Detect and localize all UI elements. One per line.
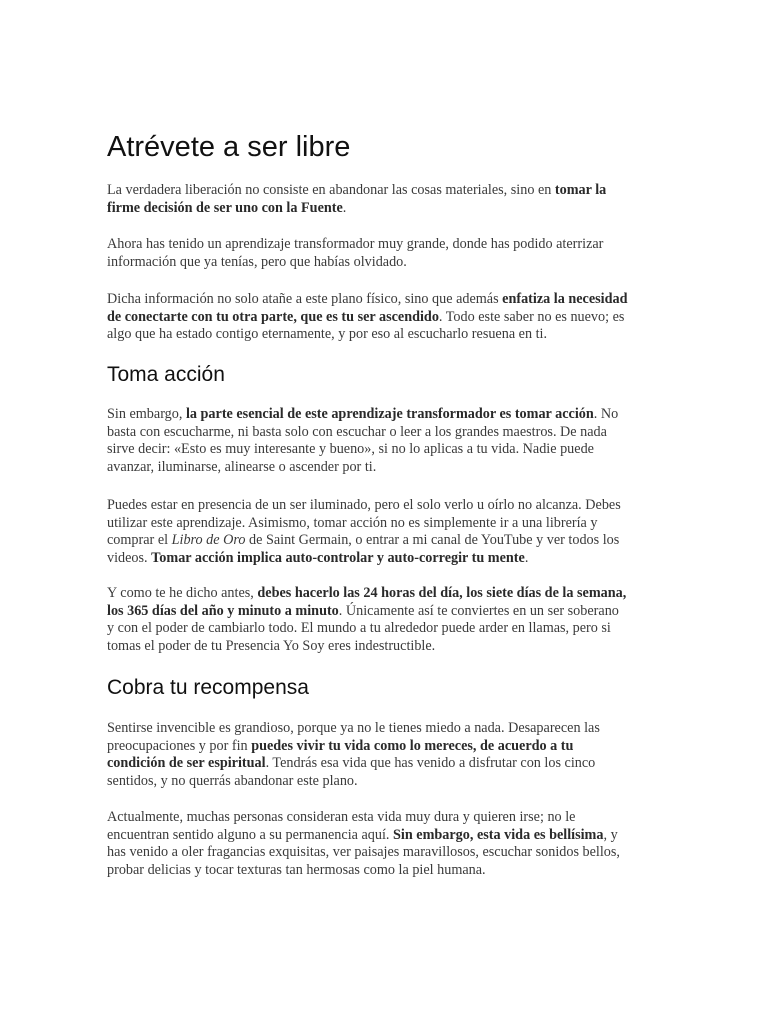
paragraph-24-horas: Y como te he dicho antes, debes hacerlo las 24 horas del día, los siete días de la semana, los 365 días del año y minuto a minuto. Únicamente así te conviertes en un ser soberano y con el poder de cambiarlo todo. El mundo a tu alrededor puede arder en llamas, pero si tomas el poder de tu Presencia Yo Soy eres indestructible. bbox=[107, 585, 627, 654]
section-heading-toma-accion: Toma acción bbox=[107, 363, 225, 386]
paragraph-intro: La verdadera liberación no consiste en abandonar las cosas materiales, sino en tomar la firme decisión de ser uno con la Fuente. bbox=[107, 182, 607, 216]
page-title: Atrévete a ser libre bbox=[107, 131, 351, 163]
bold-text: condición de ser espiritual bbox=[107, 755, 266, 772]
section-heading-cobra-recompensa: Cobra tu recompensa bbox=[107, 676, 309, 699]
bold-text: de conectarte con tu otra parte, que es tu ser ascendido bbox=[107, 308, 439, 325]
bold-text: Sin embargo, esta vida es bellísima bbox=[393, 826, 604, 843]
paragraph-aprendizaje: Ahora has tenido un aprendizaje transformador muy grande, donde has podido aterrizar información que ya tenías, pero que habías olvidado. bbox=[107, 236, 604, 270]
bold-text: debes hacerlo las 24 horas del día, los siete días de la semana, bbox=[257, 585, 627, 601]
bold-text: los 365 días del año y minuto a minuto bbox=[107, 602, 339, 619]
bold-text: tomar la bbox=[554, 182, 607, 198]
bold-text: Tomar acción implica auto-controlar y auto-corregir tu mente bbox=[151, 549, 525, 566]
paragraph-sin-embargo: Sin embargo, la parte esencial de este aprendizaje transformador es tomar acción. No basta con escucharme, ni basta solo con escuchar o leer a los grandes maestros. De nada sirve decir: «Esto es muy interesante y bueno», si no lo aplicas a tu vida. Nadie puede avanzar, iluminarse, alinearse o ascender por ti. bbox=[107, 406, 619, 475]
paragraph-informacion: Dicha información no solo atañe a este plano físico, sino que además enfatiza la necesidad de conectarte con tu otra parte, que es tu ser ascendido. Todo este saber no es nuevo; es algo que ha estado contigo eternamente, y por eso al escucharlo resuena en ti. bbox=[107, 291, 628, 343]
bold-text: firme decisión de ser uno con la Fuente bbox=[107, 199, 343, 216]
paragraph-actualmente: Actualmente, muchas personas consideran esta vida muy dura y quieren irse; no le encuentran sentido alguno a su permanencia aquí. Sin embargo, esta vida es bellísima, y has venido a oler fragancias exquisitas, ver paisajes maravillosos, escuchar sonidos bellos, probar delicias y tocar texturas tan hermosas como la piel humana. bbox=[107, 809, 620, 878]
paragraph-iluminado: Puedes estar en presencia de un ser iluminado, pero el solo verlo u oírlo no alcanza. Debes utilizar este aprendizaje. Asimismo, tomar acción no es simplemente ir a una librería y comprar el Libro de Oro de Saint Germain, o entrar a mi canal de YouTube y ver todos los videos. Tomar acción implica auto-controlar y auto-corregir tu mente. bbox=[107, 497, 621, 566]
bold-text: puedes vivir tu vida como lo mereces, de acuerdo a tu bbox=[251, 737, 574, 754]
paragraph-invencible: Sentirse invencible es grandioso, porque ya no le tienes miedo a nada. Desaparecen las preocupaciones y por fin puedes vivir tu vida como lo mereces, de acuerdo a tu condición de ser espiritual. Tendrás esa vida que has venido a disfrutar con los cinco sentidos, y no querrás abandonar este plano. bbox=[107, 720, 600, 789]
bold-text: la parte esencial de este aprendizaje transformador es tomar acción bbox=[185, 406, 594, 422]
italic-book-title: Libro de Oro bbox=[171, 532, 246, 549]
bold-text: enfatiza la necesidad bbox=[502, 291, 628, 307]
